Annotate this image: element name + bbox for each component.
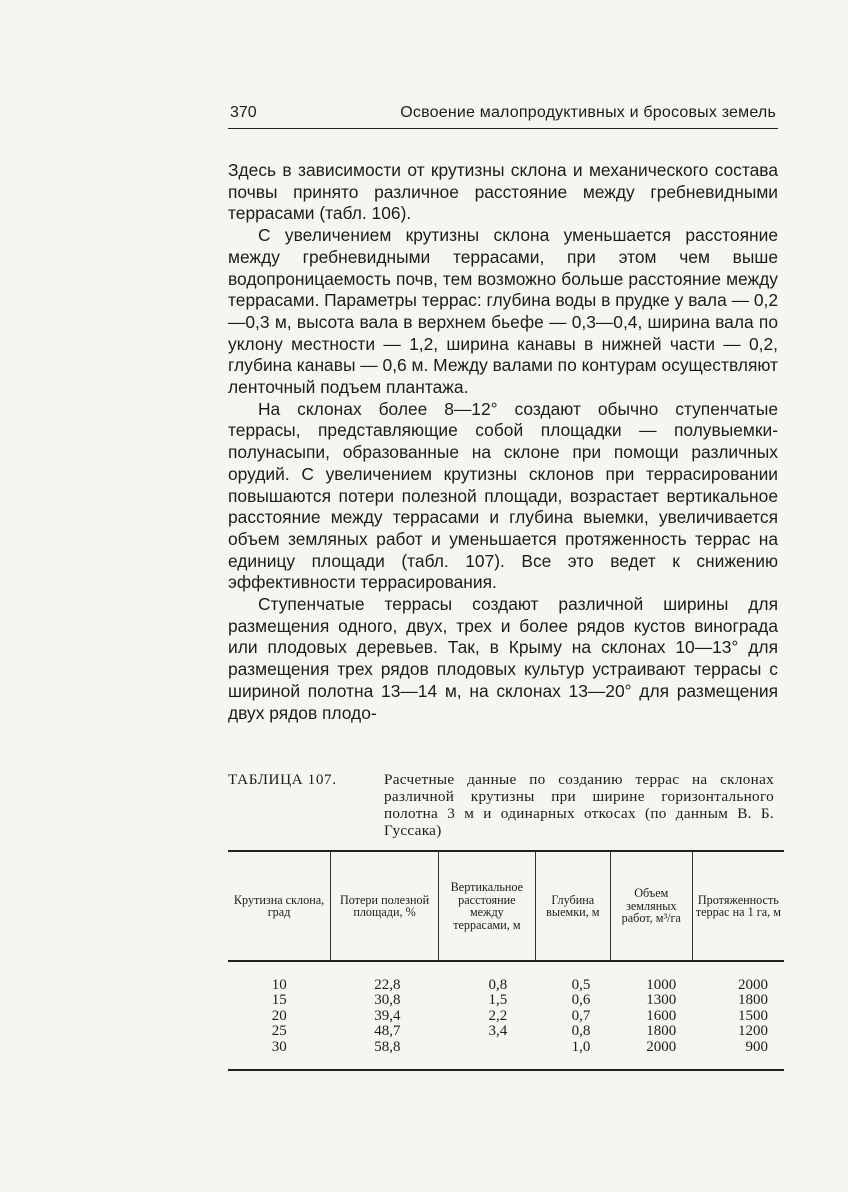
table-cell: 1000	[646, 977, 677, 993]
table-cell: 1,0	[535, 1040, 610, 1070]
column-header: Протяженность террас на 1 га, м	[692, 851, 784, 961]
data-table	[228, 850, 784, 1071]
table-cell: 25	[271, 1023, 287, 1040]
table-caption-text: Расчетные данные по созданию террас на склонах различной крутизны при ширине горизонтального полотна 3 м и одинарных откосах (по данным В. Б. Гуссака)	[384, 771, 774, 839]
table-cell: 2,2	[488, 1007, 508, 1024]
table-cell: 1200	[738, 1023, 768, 1040]
column-header: Вертикальное расстояние между террасами, м	[439, 851, 536, 961]
table-cell: 15	[271, 992, 287, 1009]
table-cell: 1,5	[488, 992, 508, 1009]
table-cell: 1600	[646, 1007, 677, 1024]
table-row	[228, 1024, 784, 1039]
table-cell: 2000	[610, 1040, 692, 1070]
column-header: Объем земляных работ, м³/га	[610, 851, 692, 961]
table-cell: 0,5	[571, 977, 591, 993]
table-cell: 0,7	[571, 1007, 591, 1024]
table-cell: 0,8	[571, 1023, 591, 1040]
column-header: Потери полезной площади, %	[331, 851, 439, 961]
table-cell: 30	[228, 1040, 331, 1070]
running-header	[228, 104, 778, 129]
table-row	[228, 1009, 784, 1024]
table-cell: 20	[271, 1007, 287, 1024]
table-cell	[439, 1040, 536, 1070]
paragraph: Здесь в зависимости от крутизны склона и механического состава почвы принято различное расстояние между гребневидными террасами (табл. 106).	[228, 160, 778, 224]
table-cell: 1800	[646, 1023, 677, 1040]
table-cell: 58,8	[331, 1040, 439, 1070]
table-cell: 0,6	[571, 992, 591, 1009]
table-cell: 1800	[738, 992, 768, 1009]
table-cell: 3,4	[488, 1023, 508, 1040]
running-title: Освоение малопродуктивных и бросовых земель	[400, 104, 776, 121]
column-header: Крутизна склона, град	[228, 851, 331, 961]
table-cell: 0,8	[488, 977, 508, 993]
body-text	[228, 160, 778, 724]
table-cell: 48,7	[374, 1023, 401, 1040]
table-cell: 1300	[646, 992, 677, 1009]
table-label: ТАБЛИЦА 107.	[228, 771, 337, 788]
table-cell: 39,4	[374, 1007, 401, 1024]
page-number: 370	[230, 104, 257, 121]
table-row	[228, 1040, 784, 1070]
column-header: Глубина выемки, м	[535, 851, 610, 961]
table-cell: 2000	[738, 977, 768, 993]
table-cell: 30,8	[374, 992, 401, 1009]
paragraph: Ступенчатые террасы создают различной ширины для размещения одного, двух, трех и более рядов кустов винограда или плодовых деревьев. Так, в Крыму на склонах 10—13° для размещения трех рядов плодовых культур устраивают террасы с шириной полотна 13—14 м, на склонах 13—20° для размещения двух рядов плодо-	[228, 594, 778, 723]
table-header-row	[228, 851, 784, 961]
table-cell: 10	[271, 977, 287, 993]
paragraph: На склонах более 8—12° создают обычно ступенчатые террасы, представляющие собой площадки — полувыемки-полунасыпи, образованные на склоне при помощи различных орудий. С увеличением крутизны склонов при террасировании повышаются потери полезной площади, возрастает вертикальное расстояние между террасами и глубина выемки, увеличивается объем земляных работ и уменьшается протяженность террас на единицу площади (табл. 107). Все это ведет к снижению эффективности террасирования.	[228, 398, 778, 593]
table-cell: 22,8	[374, 977, 401, 993]
table-row	[228, 993, 784, 1008]
paragraph: С увеличением крутизны склона уменьшается расстояние между гребневидными террасами, при этом чем выше водопроницаемость почв, тем возможно больше расстояние между террасами. Параметры террас: глубина воды в прудке у вала — 0,2—0,3 м, высота вала в верхнем бьефе — 0,3—0,4, ширина вала по уклону местности — 1,2, ширина канавы в нижней части — 0,2, глубина канавы — 0,6 м. Между валами по контурам осуществляют ленточный подъем плантажа.	[228, 225, 778, 398]
table-cell: 1500	[738, 1007, 768, 1024]
table-row	[228, 961, 784, 993]
table-cell: 900	[692, 1040, 784, 1070]
